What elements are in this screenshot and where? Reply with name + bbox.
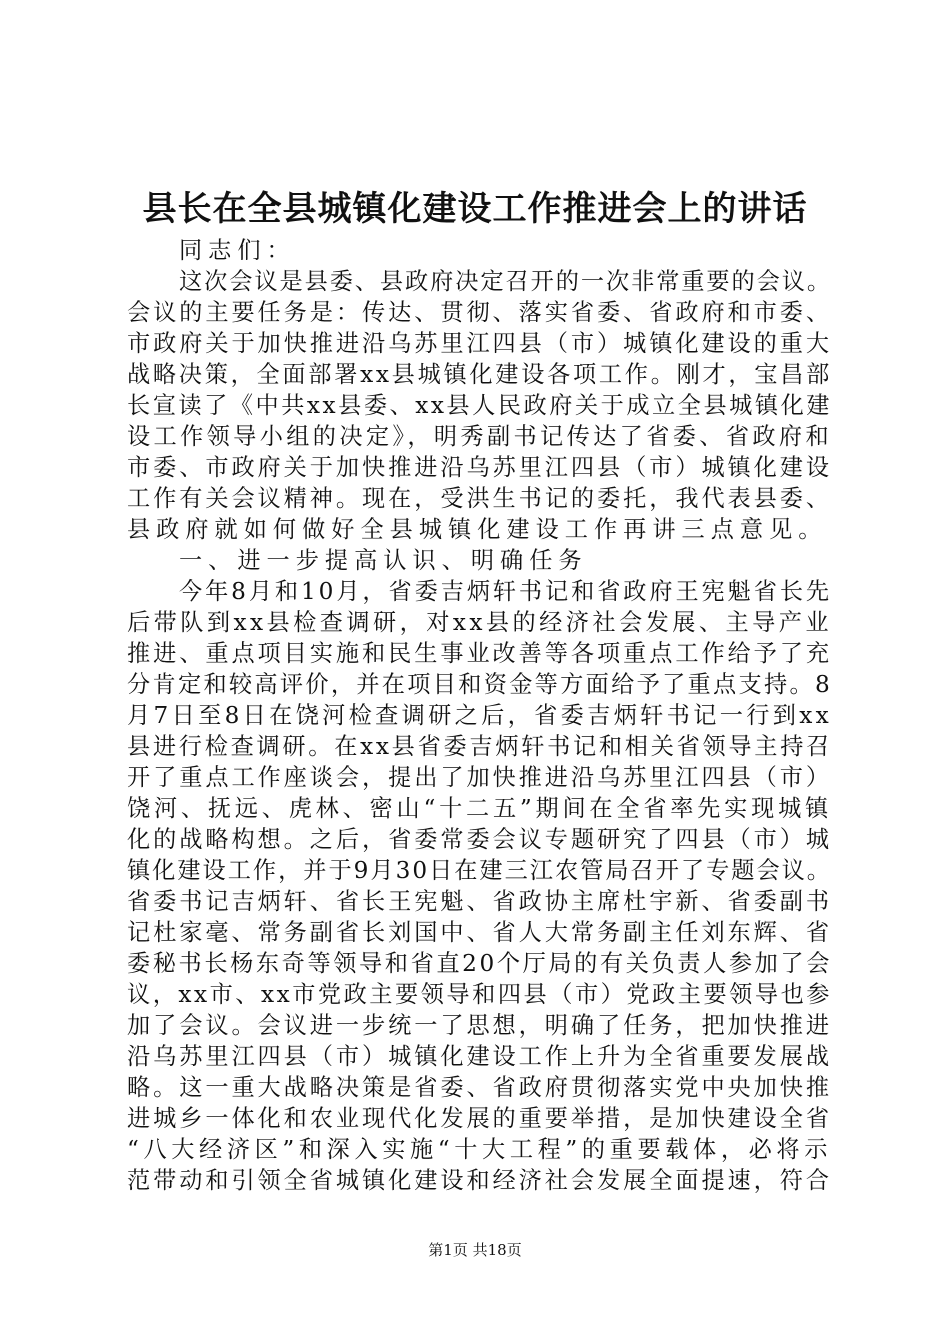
text-line: 这次会议是县委、县政府决定召开的一次非常重要的会议。 [179, 268, 832, 295]
text-line: 战略决策，全面部署xx县城镇化建设各项工作。刚才，宝昌部 [127, 361, 832, 388]
text-line: 化的战略构想。之后，省委常委会议专题研究了四县（市）城 [127, 826, 832, 853]
text-line: 省委书记吉炳轩、省长王宪魁、省政协主席杜宇新、省委副书 [127, 888, 832, 915]
text-line: 县政府就如何做好全县城镇化建设工作再讲三点意见。 [127, 516, 828, 543]
document-title: 县长在全县城镇化建设工作推进会上的讲话 [142, 189, 808, 229]
text-line: 会议的主要任务是：传达、贯彻、落实省委、省政府和市委、 [127, 299, 832, 326]
text-line: 一、进一步提高认识、明确任务 [179, 547, 588, 574]
text-line: “八大经济区”和深入实施“十大工程”的重要载体，必将示 [127, 1136, 832, 1163]
text-line: 进城乡一体化和农业现代化发展的重要举措，是加快建设全省 [127, 1105, 832, 1132]
text-line: 市政府关于加快推进沿乌苏里江四县（市）城镇化建设的重大 [127, 330, 832, 357]
text-line: 饶河、抚远、虎林、密山“十二五”期间在全省率先实现城镇 [127, 795, 832, 822]
text-line: 设工作领导小组的决定》，明秀副书记传达了省委、省政府和 [127, 423, 832, 450]
text-line: 范带动和引领全省城镇化建设和经济社会发展全面提速，符合 [127, 1167, 832, 1194]
page-footer: 第1页 共18页 [428, 1241, 522, 1259]
text-line: 记杜家毫、常务副省长刘国中、省人大常务副主任刘东辉、省 [127, 919, 832, 946]
text-line: 委秘书长杨东奇等领导和省直20个厅局的有关负责人参加了会 [127, 950, 832, 977]
text-line: 县进行检查调研。在xx县省委吉炳轩书记和相关省领导主持召 [127, 733, 832, 760]
text-line: 议，xx市、xx市党政主要领导和四县（市）党政主要领导也参 [127, 981, 832, 1008]
text-line: 分肯定和较高评价，并在项目和资金等方面给予了重点支持。8 [127, 671, 832, 698]
text-line: 同志们： [179, 237, 296, 264]
document-body [127, 235, 832, 1196]
text-line: 长宣读了《中共xx县委、xx县人民政府关于成立全县城镇化建 [127, 392, 832, 419]
text-line: 加了会议。会议进一步统一了思想，明确了任务，把加快推进 [127, 1012, 832, 1039]
text-line: 月7日至8日在饶河检查调研之后，省委吉炳轩书记一行到xx [127, 702, 832, 729]
text-line: 推进、重点项目实施和民生事业改善等各项重点工作给予了充 [127, 640, 832, 667]
text-line: 市委、市政府关于加快推进沿乌苏里江四县（市）城镇化建设 [127, 454, 832, 481]
text-line: 后带队到xx县检查调研，对xx县的经济社会发展、主导产业 [127, 609, 832, 636]
text-line: 沿乌苏里江四县（市）城镇化建设工作上升为全省重要发展战 [127, 1043, 832, 1070]
text-line: 镇化建设工作，并于9月30日在建三江农管局召开了专题会议。 [127, 857, 832, 884]
text-line: 略。这一重大战略决策是省委、省政府贯彻落实党中央加快推 [127, 1074, 832, 1101]
text-line: 工作有关会议精神。现在，受洪生书记的委托，我代表县委、 [127, 485, 832, 512]
text-line: 开了重点工作座谈会，提出了加快推进沿乌苏里江四县（市） [127, 764, 832, 791]
text-line: 今年8月和10月，省委吉炳轩书记和省政府王宪魁省长先 [179, 578, 832, 605]
